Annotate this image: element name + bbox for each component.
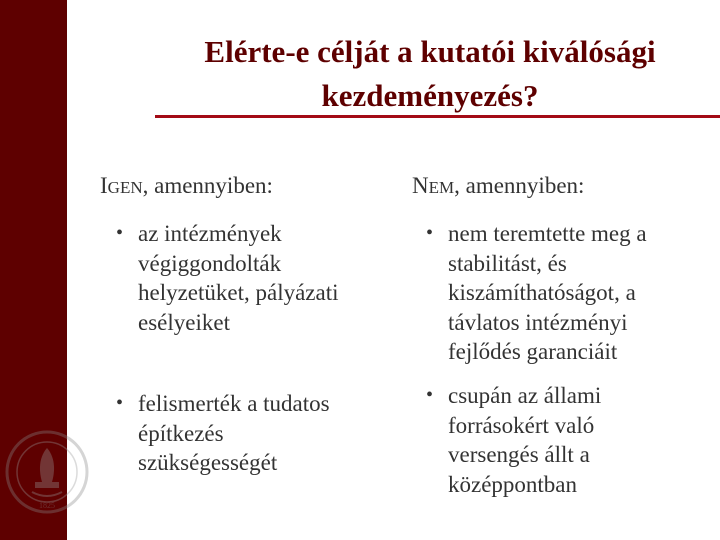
bullet-line: végiggondolták <box>138 250 282 276</box>
bullet-line: szükségességét <box>138 450 278 475</box>
bullet-line: csupán az állami <box>448 383 602 408</box>
heading-rest: , amennyiben: <box>142 173 273 198</box>
bullet-line: fejlődés garanciáit <box>448 339 618 364</box>
bullet-line: távlatos intézményi <box>448 309 628 335</box>
heading-initial: N <box>412 173 429 198</box>
bullet-line: helyzetüket, pályázati <box>138 280 339 305</box>
bullet-left-1 <box>116 219 383 337</box>
bullet-icon: • <box>116 222 124 244</box>
svg-text:1825: 1825 <box>39 501 55 510</box>
bullet-line: kiszámíthatóságot, a <box>448 280 636 305</box>
bullet-icon: • <box>116 392 124 414</box>
bullet-line: felismerték a tudatos <box>138 391 330 416</box>
heading-small-caps: GEN <box>107 178 143 197</box>
column-heading-nem <box>412 172 584 202</box>
bullet-line: stabilitást, és <box>448 250 567 276</box>
bullet-icon: • <box>426 222 434 244</box>
bullet-line: építkezés <box>138 420 224 446</box>
bullet-right-1 <box>426 219 693 367</box>
title-rule <box>155 115 720 118</box>
column-heading-igen <box>100 172 273 202</box>
bullet-line: esélyeiket <box>138 309 230 335</box>
slide-title <box>150 30 710 118</box>
title-line-2: kezdeményezés? <box>321 78 539 113</box>
heading-initial: I <box>100 173 108 198</box>
bullet-icon: • <box>426 384 434 406</box>
bullet-line: nem teremtette meg a <box>448 221 647 246</box>
university-seal-icon <box>2 408 92 536</box>
heading-rest: , amennyiben: <box>454 173 585 198</box>
heading-small-caps: EM <box>428 178 455 197</box>
bullet-right-2 <box>426 381 693 499</box>
bullet-line: középpontban <box>448 471 578 497</box>
title-line-1: Elérte-e célját a kutatói kiválósági <box>204 34 656 69</box>
bullet-left-2 <box>116 389 383 478</box>
bullet-line: az intézmények <box>138 221 282 246</box>
bullet-line: forrásokért való <box>448 412 595 438</box>
bullet-line: versengés állt a <box>448 442 590 467</box>
